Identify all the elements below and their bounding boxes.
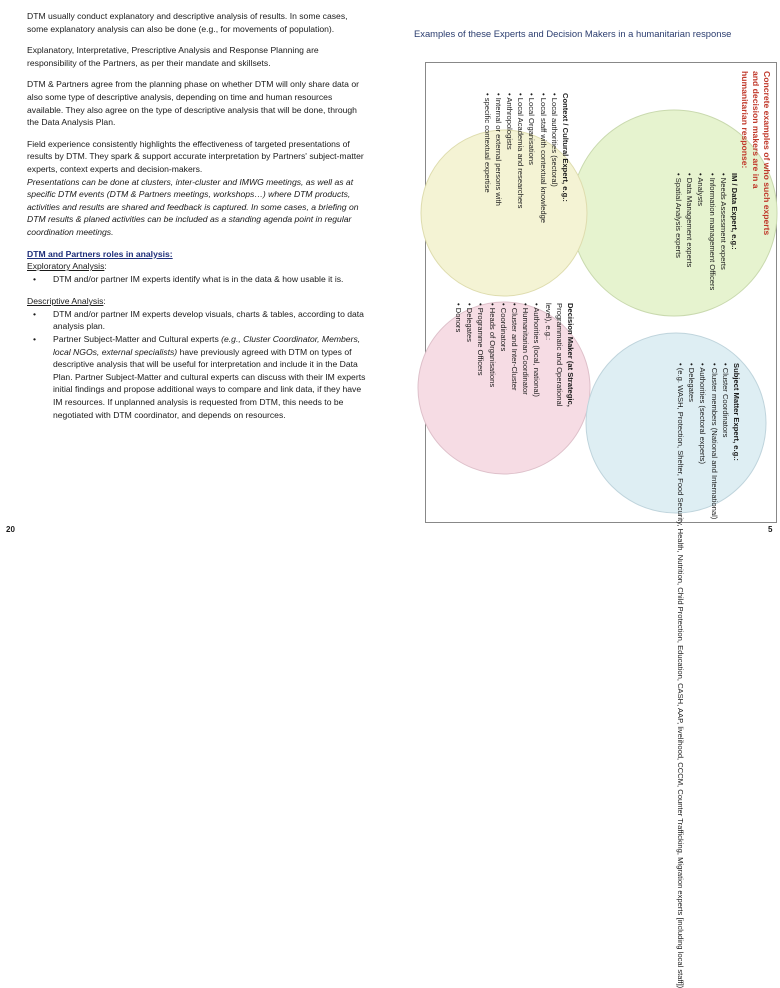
para-planning-agreement: DTM & Partners agree from the planning phase on whether DTM will only share data or also some type of descriptive analysis, depending on time and human resources available. They also agree on the type of descriptive analysis that will be done, through the Data Analysis Plan. (27, 79, 359, 128)
exploratory-label: Exploratory Analysis (27, 261, 105, 272)
list-item: • Spatial Analysis experts (673, 173, 684, 290)
context-expert-heading: Context / Cultural Expert, e.g.: (561, 93, 570, 202)
context-expert-list (481, 93, 559, 223)
list-item: • DTM and/or partner IM experts develop visuals, charts & tables, according to data analysis plan. (53, 308, 367, 333)
decision-maker-heading: Decision Maker (at Strategic, (566, 303, 575, 407)
list-item: • Local authorities (sectoral) (549, 93, 560, 223)
left-column (27, 10, 367, 421)
frame-title-line: humanitarian response: (740, 71, 750, 169)
roles-title: DTM and Partners roles in analysis: (27, 248, 173, 259)
examples-title: Examples of these Experts and Decision Makers in a humanitarian response (414, 28, 732, 39)
list-item: • Delegates (464, 303, 475, 407)
page-number-right: 5 (768, 525, 773, 534)
list-item: • (e.g. WASH, Protection, Shelter, Food Security, Health, Nutrition, Child Protection, Education, CASH, AAP, livelihood, CCCM, Counter Trafficking, Migration experts [including local staff]) (675, 363, 686, 988)
context-expert-block (481, 93, 571, 223)
list-item: • Humanitarian Coordinator (520, 303, 531, 407)
list-item: • Information management Officers (706, 173, 717, 290)
list-item: • Local Organisations (526, 93, 537, 223)
list-item: • Heads of Organisations (486, 303, 497, 407)
bullet-text: have previously agreed with DTM on types of descriptive analysis that will be useful for interpretation and include it in the Data Plan. Partner Subject-Matter and cultural experts can discuss with their IM experts initial findings and propose additional ways to compare and link data, if they have IM resources. If unplanned analysis is requested from DTM, this needs to be negotiated with DTM coordinator, and depends on resources. (53, 346, 366, 420)
para-explanatory-descriptive: DTM usually conduct explanatory and descriptive analysis of results. In some cases, some explanatory analysis can also be done (e.g., for movements of population). (27, 11, 348, 34)
para-presentations: Presentations can be done at clusters, inter-cluster and IMWG meetings, as well as at specific DTM events (DTM & Partners meetings, workshops…) where DTM products, activities and results are shared and feedback is captured. In some cases, a briefing on DTM results & planed activities can be included as a standing agenda point in regular coordination meetings. (27, 176, 359, 237)
im-expert-list (673, 173, 729, 290)
im-expert-heading: IM / Data Expert, e.g.: (730, 173, 739, 250)
frame-title-line: Concrete examples of who such experts (762, 71, 772, 236)
list-item: • Local staff with contextual knowledge (537, 93, 548, 223)
bullet-text: Partner Subject-Matter and Cultural experts (53, 334, 222, 345)
descriptive-heading (27, 295, 367, 308)
list-item: • Cluster Coordinators (720, 363, 731, 988)
list-item: • Needs Assessment experts (718, 173, 729, 290)
list-item: • Data Management experts (684, 173, 695, 290)
subject-matter-list (675, 363, 731, 988)
decision-maker-list (453, 303, 543, 407)
list-item: • Authorities (local, national) (531, 303, 542, 407)
exploratory-heading (27, 260, 367, 273)
list-item: • Local Academia and researchers (515, 93, 526, 223)
list-item: • Anthropologists (504, 93, 515, 223)
descriptive-label: Descriptive Analysis (27, 296, 104, 307)
list-item: • Programme Officers (475, 303, 486, 407)
descriptive-colon: : (103, 296, 106, 307)
subject-matter-heading: Subject Matter Expert, e.g.: (732, 363, 741, 461)
list-item (53, 333, 367, 421)
decision-maker-block (453, 303, 576, 407)
decision-maker-heading: level), e.g.: (543, 303, 553, 341)
list-item: • Internal or external persons with (493, 93, 504, 223)
list-item: • DTM and/or partner IM experts identify what is in the data & how usable it is. (53, 273, 367, 286)
list-item: • Delegates (686, 363, 697, 988)
list-item: • Donors (453, 303, 464, 407)
list-item: • Analysts (695, 173, 706, 290)
exploratory-colon: : (104, 261, 107, 272)
list-item: • Cluster members (National and International) (708, 363, 719, 988)
list-item: • Authorities (sectoral experts) (697, 363, 708, 988)
list-item: • specific contextual expertise (481, 93, 492, 223)
roles-section (27, 248, 367, 422)
descriptive-list (27, 308, 367, 421)
list-item: • Cluster and Inter-Cluster (509, 303, 520, 407)
decision-maker-heading: Programmatic and Operational (554, 303, 564, 407)
bullet-italic-text: (e.g., Cluster Coordinator, Members, local NGOs, external specialists) (53, 334, 361, 357)
frame-title-line: and decision makers are in a (751, 71, 761, 189)
page-number-left: 20 (6, 525, 15, 534)
subject-matter-block (675, 363, 742, 988)
para-field-experience: Field experience consistently highlights the effectiveness of targeted presentations of results by DTM. They spark & support accurate interpretation by Partners' subject-matter experts, context experts and decision-makers. (27, 138, 364, 174)
para-partner-responsibility: Explanatory, Interpretative, Prescriptive Analysis and Response Planning are responsibility of the Partners, as per their mandate and skillsets. (27, 45, 319, 68)
im-expert-block (673, 173, 740, 290)
list-item: • Coordinators (498, 303, 509, 407)
experts-diagram (425, 62, 777, 988)
frame-title-block (739, 71, 772, 235)
exploratory-list (27, 273, 367, 286)
